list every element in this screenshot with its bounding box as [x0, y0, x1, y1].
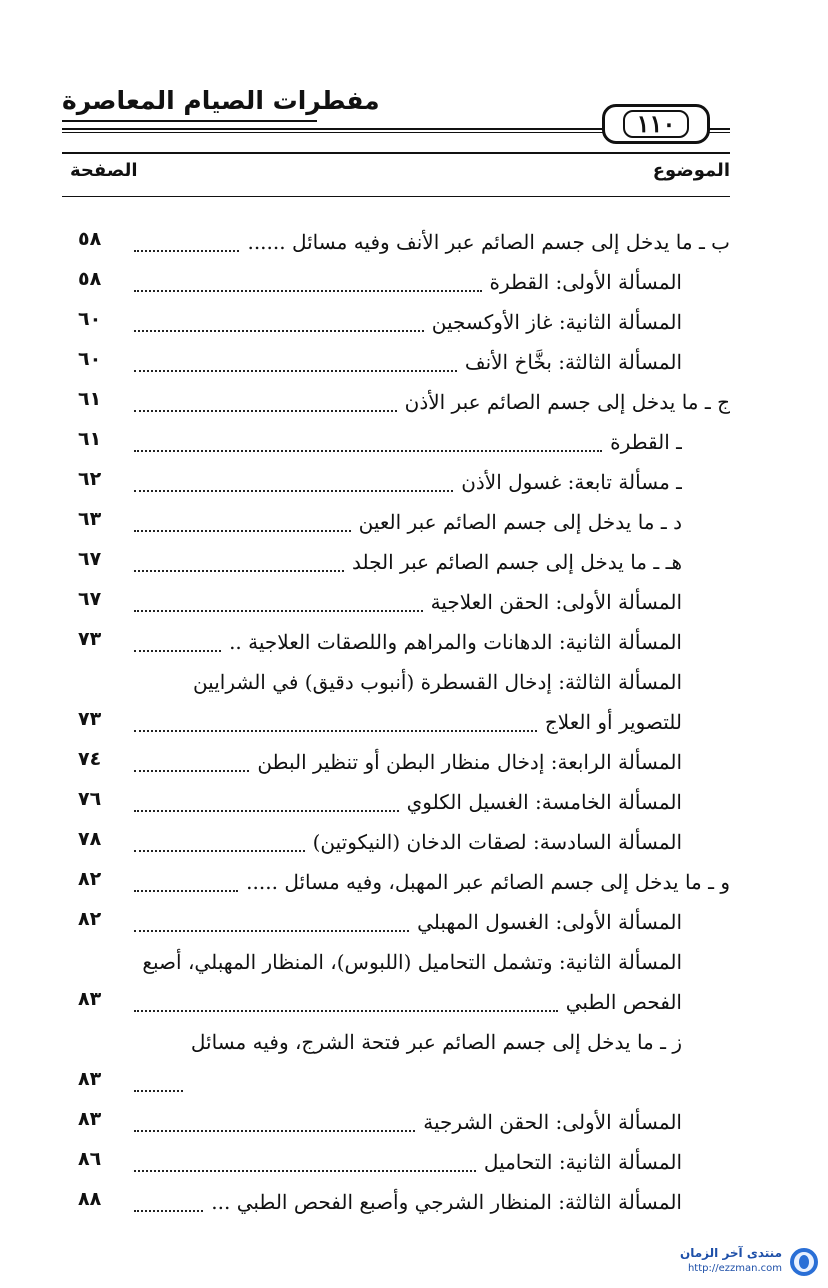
toc-entry — [62, 822, 730, 862]
toc-entry — [62, 262, 730, 302]
toc-entry-title: د ـ ما يدخل إلى جسم الصائم عبر العين — [358, 510, 682, 534]
toc-entry-page: ٦٧ — [78, 548, 102, 570]
toc-leader-dots — [134, 330, 424, 332]
toc-entry — [62, 622, 730, 662]
toc-entry-title: المسألة الثالثة: بخَّاخ الأنف — [464, 350, 682, 374]
toc-leader-dots — [134, 1170, 476, 1172]
column-header-rule — [62, 196, 730, 197]
toc-entry-title: المسألة الثانية: التحاميل — [483, 1150, 682, 1174]
toc-entry — [62, 582, 730, 622]
toc-leader-dots — [134, 490, 453, 492]
toc-entry-page: ٦٣ — [78, 508, 102, 530]
page-number-badge — [602, 104, 710, 144]
toc-entry — [62, 1022, 730, 1102]
toc-entry — [62, 502, 730, 542]
toc-entry — [62, 462, 730, 502]
toc-entry-page: ٦٠ — [78, 308, 102, 330]
toc-entry — [62, 222, 730, 262]
toc-leader-dots — [134, 890, 238, 892]
toc-entry-title: المسألة الثانية: غاز الأوكسجين — [431, 310, 682, 334]
toc-entry-title: المسألة الثالثة: إدخال القسطرة (أنبوب دقيق) في الشرايين للتصوير أو العلاج — [192, 670, 682, 734]
toc-entry — [62, 662, 730, 742]
toc-leader-dots — [134, 450, 602, 452]
toc-entry-title: المسألة الخامسة: الغسيل الكلوي — [406, 790, 682, 814]
toc-leader-dots — [134, 570, 344, 572]
toc-leader-dots — [134, 1130, 415, 1132]
toc-entry — [62, 302, 730, 342]
toc-entry-title: المسألة الثالثة: المنظار الشرجي وأصبع الفحص الطبي ... — [211, 1190, 682, 1214]
toc-entry — [62, 1102, 730, 1142]
toc-entry-page: ٨٦ — [78, 1148, 102, 1170]
toc-entry-page: ٧٣ — [78, 708, 102, 730]
toc-entry-page: ٨٢ — [78, 868, 102, 890]
toc-entry-page: ٨٣ — [78, 1068, 102, 1090]
toc-leader-dots — [134, 810, 399, 812]
toc-leader-dots — [134, 1210, 203, 1212]
toc-entry — [62, 382, 730, 422]
toc-entry-title: هـ ـ ما يدخل إلى جسم الصائم عبر الجلد — [352, 550, 682, 574]
toc-leader-dots — [134, 730, 537, 732]
toc-entry — [62, 1182, 730, 1222]
toc-entry-page: ٦٢ — [78, 468, 102, 490]
toc-entry-title: ج ـ ما يدخل إلى جسم الصائم عبر الأذن — [404, 390, 730, 414]
toc-entry-page: ٦٧ — [78, 588, 102, 610]
toc-leader-dots — [134, 930, 409, 932]
site-watermark — [662, 1246, 818, 1282]
toc-entry-title: ز ـ ما يدخل إلى جسم الصائم عبر فتحة الشرج، وفيه مسائل — [190, 1030, 682, 1054]
toc-entry — [62, 342, 730, 382]
toc-entry-title: المسألة الأولى: القطرة — [489, 270, 682, 294]
toc-entry-page: ٥٨ — [78, 268, 102, 290]
toc-leader-dots — [134, 530, 351, 532]
column-header-topic: الموضوع — [652, 160, 730, 181]
toc-entry-page: ٨٣ — [78, 1108, 102, 1130]
table-of-contents — [62, 222, 730, 1222]
site-url: http://ezzman.com — [687, 1263, 782, 1274]
toc-leader-dots — [134, 290, 482, 292]
title-underline — [62, 120, 317, 122]
toc-entry — [62, 422, 730, 462]
toc-entry-page: ٨٢ — [78, 908, 102, 930]
toc-entry — [62, 542, 730, 582]
toc-entry — [62, 742, 730, 782]
toc-entry-page: ٨٨ — [78, 1188, 102, 1210]
toc-entry-title: ـ القطرة — [610, 430, 682, 454]
toc-entry-page: ٧٨ — [78, 828, 102, 850]
toc-entry-page: ٧٤ — [78, 748, 102, 770]
header-rule — [62, 152, 730, 154]
toc-entry-title: المسألة الأولى: الحقن العلاجية — [430, 590, 682, 614]
toc-entry-page: ٦١ — [78, 388, 102, 410]
toc-entry-page: ٧٣ — [78, 628, 102, 650]
toc-entry — [62, 902, 730, 942]
toc-leader-dots — [134, 770, 249, 772]
toc-entry-page: ٦١ — [78, 428, 102, 450]
site-name: منتدى آخر الزمان — [680, 1246, 782, 1260]
toc-entry — [62, 782, 730, 822]
toc-entry-title: و ـ ما يدخل إلى جسم الصائم عبر المهبل، وفيه مسائل ..... — [246, 870, 730, 894]
toc-leader-dots — [134, 1010, 558, 1012]
toc-entry — [62, 942, 730, 1022]
toc-leader-dots — [134, 410, 397, 412]
toc-entry-page: ٧٦ — [78, 788, 102, 810]
toc-entry-page: ٥٨ — [78, 228, 102, 250]
toc-entry — [62, 862, 730, 902]
toc-entry-page: ٨٣ — [78, 988, 102, 1010]
toc-entry-page: ٦٠ — [78, 348, 102, 370]
page-number: ١١٠ — [623, 110, 690, 138]
toc-entry-title: المسألة الثانية: وتشمل التحاميل (اللبوس)، المنظار المهبلي، أصبع الفحص الطبي — [142, 950, 682, 1014]
toc-leader-dots — [134, 650, 221, 652]
toc-leader-dots — [134, 1090, 183, 1092]
running-header — [62, 86, 730, 146]
toc-entry-title: المسألة الرابعة: إدخال منظار البطن أو تنظير البطن — [257, 750, 682, 774]
toc-leader-dots — [134, 850, 305, 852]
toc-leader-dots — [134, 370, 457, 372]
book-title: مفطرات الصيام المعاصرة — [62, 86, 380, 115]
column-header-page: الصفحة — [70, 160, 138, 181]
toc-entry-title: المسألة الأولى: الحقن الشرجية — [423, 1110, 682, 1134]
site-logo-icon — [790, 1248, 818, 1276]
toc-entry — [62, 1142, 730, 1182]
toc-entry-title: المسألة الثانية: الدهانات والمراهم واللصقات العلاجية .. — [229, 630, 682, 654]
toc-leader-dots — [134, 610, 423, 612]
toc-entry-title: المسألة السادسة: لصقات الدخان (النيكوتين) — [312, 830, 682, 854]
toc-entry-title: المسألة الأولى: الغسول المهبلي — [417, 910, 682, 934]
toc-entry-title: ـ مسألة تابعة: غسول الأذن — [461, 470, 682, 494]
toc-entry-title: ب ـ ما يدخل إلى جسم الصائم عبر الأنف وفيه مسائل ...... — [247, 230, 730, 254]
toc-leader-dots — [134, 250, 239, 252]
